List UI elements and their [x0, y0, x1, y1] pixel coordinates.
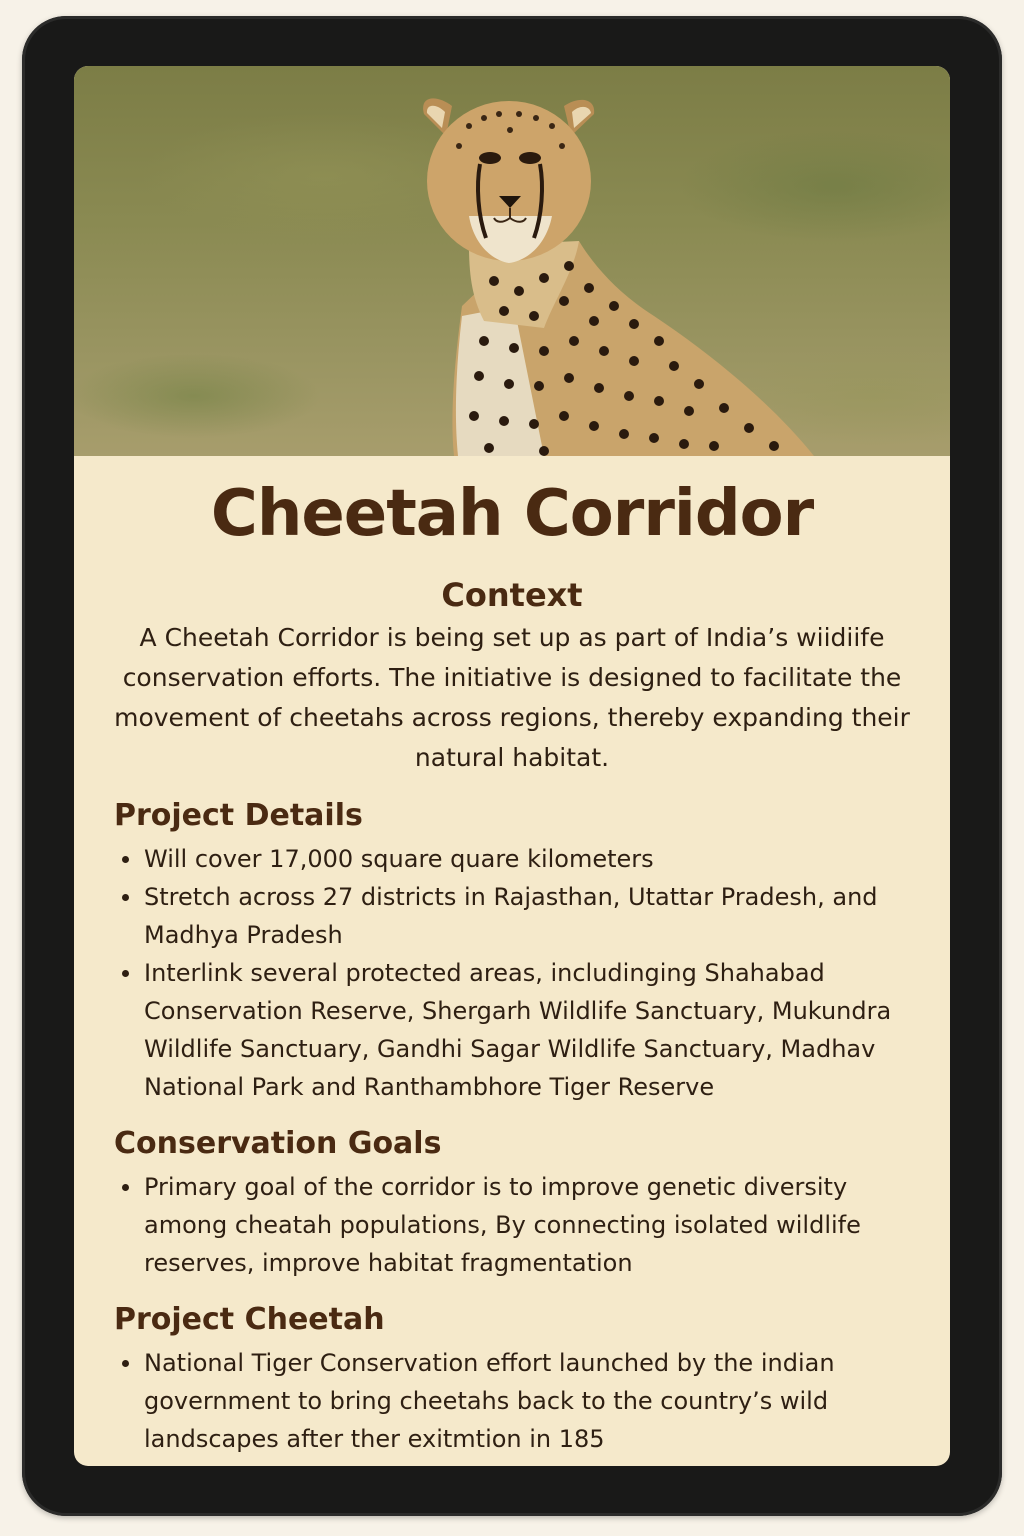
context-heading: Context [441, 576, 583, 614]
list-item: Primary goal of the corridor is to improve genetic diversity among cheatah populations, By connecting isolated wildlife reserves, improve habitat fragmentation [144, 1168, 924, 1282]
context-body: A Cheetah Corridor is being set up as part of India’s wiidiife conservation efforts. The initiative is designed to facilitate the movement of cheetahs across regions, thereby expanding their natural habitat. [114, 623, 910, 772]
page-title: Cheetah Corridor [210, 477, 814, 551]
list-item: Will cover 17,000 square quare kilometers [144, 840, 924, 878]
screen [74, 66, 950, 1466]
list-item: National Tiger Conservation effort launched by the indian government to bring cheetahs back to the country’s wild landscapes after ther exitmtion in 185 [144, 1344, 924, 1458]
conservation-goals-heading: Conservation Goals [114, 1126, 442, 1161]
conservation-goals-section [114, 1124, 924, 1282]
list-item: Stretch across 27 districts in Rajasthan, Utattar Pradesh, and Madhya Pradesh [144, 878, 924, 954]
project-details-list [114, 840, 924, 1106]
project-details-section [114, 796, 924, 1106]
project-cheetah-section [114, 1300, 924, 1458]
list-item: Interlink several protected areas, includinging Shahabad Conservation Reserve, Shergarh Wildlife Sanctuary, Mukundra Wildlife Sanctuary, Gandhi Sagar Wildlife Sanctuary, Madhav National Park and Ranthambhore Tiger Reserve [144, 954, 924, 1106]
project-details-heading: Project Details [114, 798, 363, 833]
project-cheetah-heading: Project Cheetah [114, 1302, 385, 1337]
project-cheetah-list [114, 1344, 924, 1458]
cheetah-photo [74, 66, 950, 456]
tablet-frame [22, 16, 1002, 1516]
cheetah-illustration [74, 66, 950, 456]
conservation-goals-list [114, 1168, 924, 1282]
